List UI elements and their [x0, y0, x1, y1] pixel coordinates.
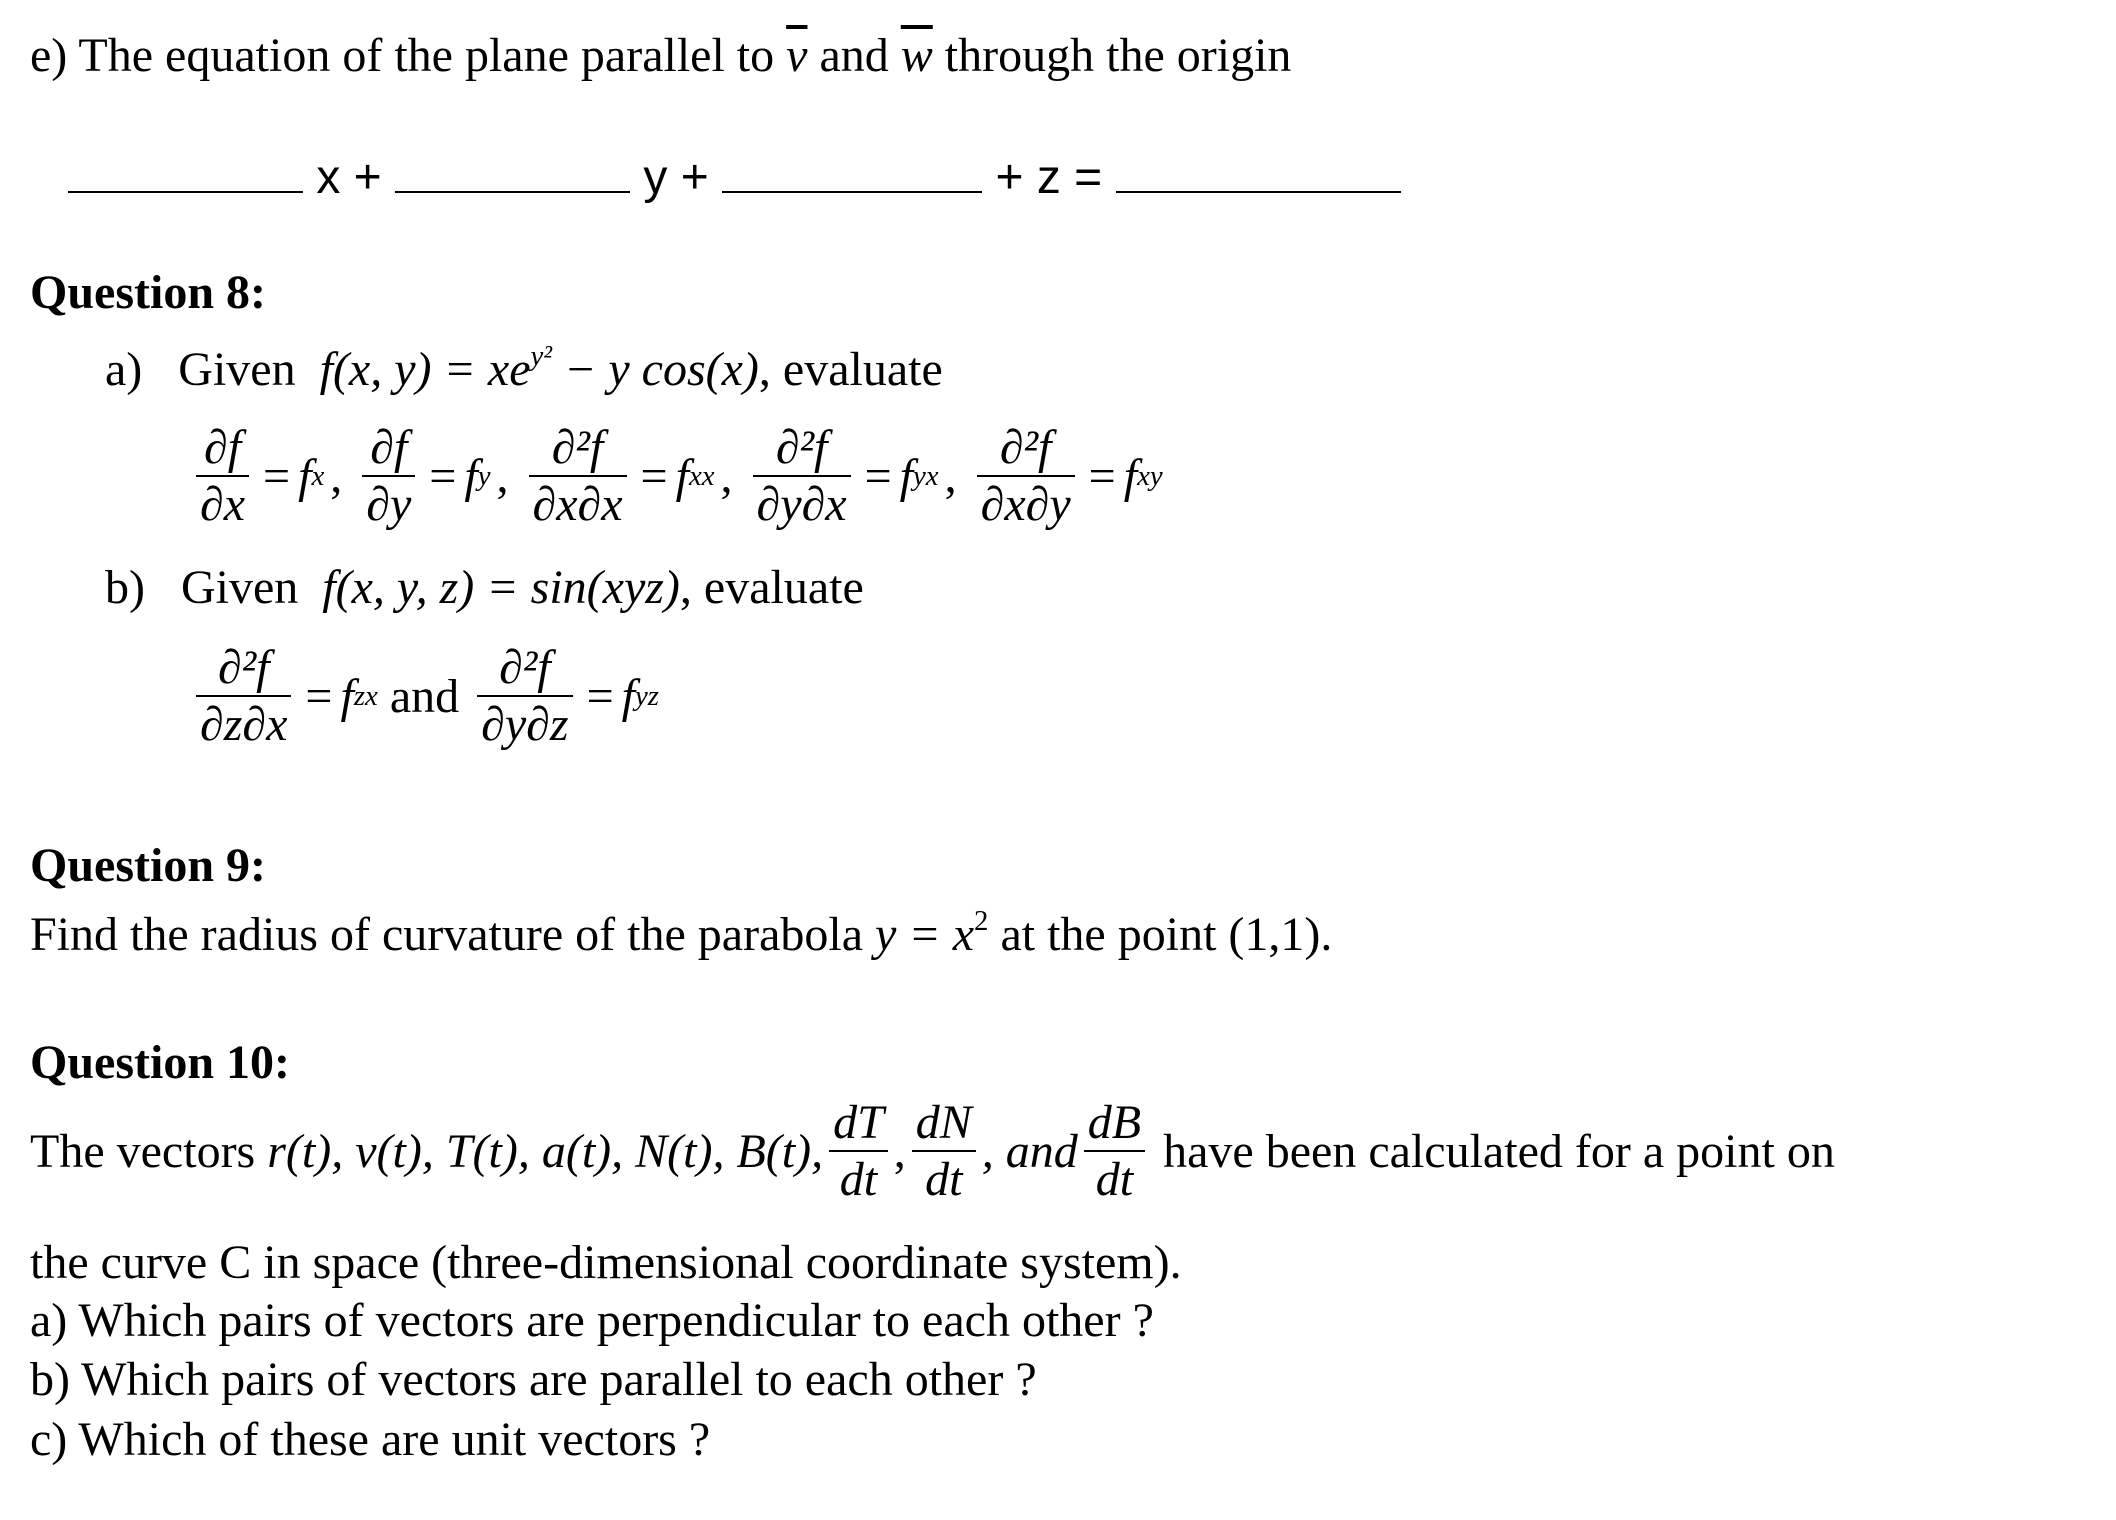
q10-vectors: r(t), v(t), T(t), a(t), N(t), B(t), [267, 1124, 824, 1178]
blank-x-coefficient[interactable] [68, 189, 303, 193]
frac-numerator: dN [912, 1095, 976, 1152]
subscript: zx [353, 679, 378, 712]
question-8-heading: Question 8: [30, 266, 267, 319]
q8a-statement [105, 340, 943, 397]
separator: , [496, 449, 509, 503]
plane-equation-blanks [68, 150, 1401, 205]
q8b-label: b) [105, 561, 145, 614]
blank-y-coefficient[interactable] [395, 189, 630, 193]
separator: , [720, 449, 733, 503]
q10-after: have been calculated for a point on [1163, 1124, 1835, 1178]
q8b-derivatives: $\frac{\text{∂²f}}{\partial z\partial x}$ = f zx and $\frac{\text{∂²f}}{\partial y\partial z}$ = f yz [190, 640, 659, 752]
separator: , [330, 449, 343, 503]
q8a-function: f(x, y) = xe [319, 343, 531, 397]
q8a-derivatives: $\frac{\partial f}{\partial x}$ = f x , $\frac{\partial f}{\partial y}$ = f y , $\frac{\text{∂²f}}{\partial x\partial x}$ = f xx , $\frac{\text{∂²f}}{\partial y\partial x}$ = f yx , $\frac{\text{∂²f}}{\partial x\partial y}$ = f xy [190, 420, 1183, 532]
f-symbol: f [675, 449, 689, 503]
q10-and: , and [981, 1124, 1078, 1178]
frac-numerator: ∂²f [196, 640, 291, 697]
q10-frac-dB [1084, 1095, 1145, 1207]
z-term: + z = [995, 151, 1103, 204]
frac-denominator: ∂x∂y [980, 478, 1071, 532]
frac-numerator: ∂²f [529, 420, 627, 477]
f-symbol: f [464, 449, 478, 503]
frac-denominator: ∂y∂x [756, 478, 847, 532]
part-e-text-after: through the origin [932, 29, 1292, 82]
q8b-frac-yz [477, 640, 572, 752]
f-symbol: f [1123, 449, 1138, 503]
frac-numerator: dT [829, 1095, 888, 1152]
q8a-frac-xx [529, 420, 627, 532]
frac-numerator: ∂f [362, 420, 415, 477]
q8b-function: f(x, y, z) = sin(xyz) [322, 561, 680, 614]
q8a-label: a) [105, 343, 143, 397]
subscript: yx [913, 459, 939, 492]
frac-denominator: ∂y∂z [481, 698, 569, 752]
frac-denominator: dt [839, 1153, 878, 1207]
f-symbol: f [899, 449, 914, 503]
y-term: y + [643, 151, 709, 204]
frac-numerator: ∂f [196, 420, 249, 477]
q8a-frac-y [362, 420, 415, 532]
subscript: xx [688, 459, 715, 492]
subscript: x [311, 459, 325, 492]
q9-equation: y = x [875, 908, 975, 962]
q8b-statement [105, 560, 864, 615]
f-symbol: f [621, 669, 635, 723]
q10-statement: The vectors r(t), v(t), T(t), a(t), N(t), B(t), $\frac{dT}{dt}$ , $\frac{dN}{dt}$ , and $\frac{dB}{dt}$ have been calculated for a point on [30, 1096, 1835, 1207]
part-e-prompt [30, 28, 1291, 83]
question-10-heading: Question 10: [30, 1036, 291, 1089]
frac-denominator: dt [925, 1153, 963, 1207]
vector-v: $\overline{v}$ [786, 29, 808, 82]
q8a-given: Given [178, 343, 296, 397]
frac-numerator: ∂²f [977, 420, 1075, 477]
q9-text: Find the radius of curvature of the parabola [30, 908, 876, 962]
q8b-and: and [389, 669, 460, 723]
part-e-and: and [807, 29, 901, 82]
vector-w: $\overline{w}$ [900, 29, 933, 82]
q10-question-c: c) Which of these are unit vectors ? [30, 1413, 711, 1466]
subscript: xy [1137, 459, 1163, 492]
frac-numerator: ∂²f [753, 420, 851, 477]
q8a-frac-x [196, 420, 249, 532]
q8a-frac-yx [753, 420, 851, 532]
f-symbol: f [340, 669, 354, 723]
q10-intro: The vectors [30, 1124, 256, 1178]
frac-numerator: dB [1084, 1095, 1145, 1152]
frac-denominator: ∂x∂x [532, 478, 623, 532]
q8a-frac-xy [977, 420, 1075, 532]
q8b-evaluate: , evaluate [679, 561, 864, 614]
subscript: y [477, 459, 491, 492]
frac-denominator: ∂y [366, 478, 412, 532]
q8a-function-rest: − y cos(x) [551, 343, 759, 397]
q8b-given: Given [180, 561, 299, 614]
q10-line2: the curve C in space (three-dimensional coordinate system). [30, 1236, 1182, 1289]
q8a-evaluate: , evaluate [758, 343, 943, 397]
x-term: x + [316, 151, 382, 204]
q10-frac-dT [829, 1095, 888, 1207]
q8b-frac-zx [196, 640, 291, 752]
f-symbol: f [298, 449, 312, 503]
q10-frac-dN [912, 1095, 976, 1207]
frac-denominator: ∂x [200, 478, 246, 532]
frac-denominator: ∂z∂x [200, 698, 288, 752]
blank-constant[interactable] [1116, 189, 1401, 193]
q10-question-a: a) Which pairs of vectors are perpendicular to each other ? [30, 1294, 1154, 1347]
separator: , [944, 449, 957, 503]
blank-z-coefficient[interactable] [722, 189, 982, 193]
q10-question-b: b) Which pairs of vectors are parallel to each other ? [30, 1353, 1037, 1406]
question-9-heading: Question 9: [30, 839, 267, 892]
frac-numerator: ∂²f [477, 640, 572, 697]
q9-exponent: 2 [974, 905, 989, 937]
q9-text-after: at the point (1,1). [988, 908, 1333, 962]
q8a-exponent: y² [530, 340, 552, 372]
q9-statement [30, 905, 1332, 962]
frac-denominator: dt [1095, 1153, 1134, 1207]
subscript: yz [635, 679, 659, 712]
part-e-text: e) The equation of the plane parallel to [30, 29, 787, 82]
